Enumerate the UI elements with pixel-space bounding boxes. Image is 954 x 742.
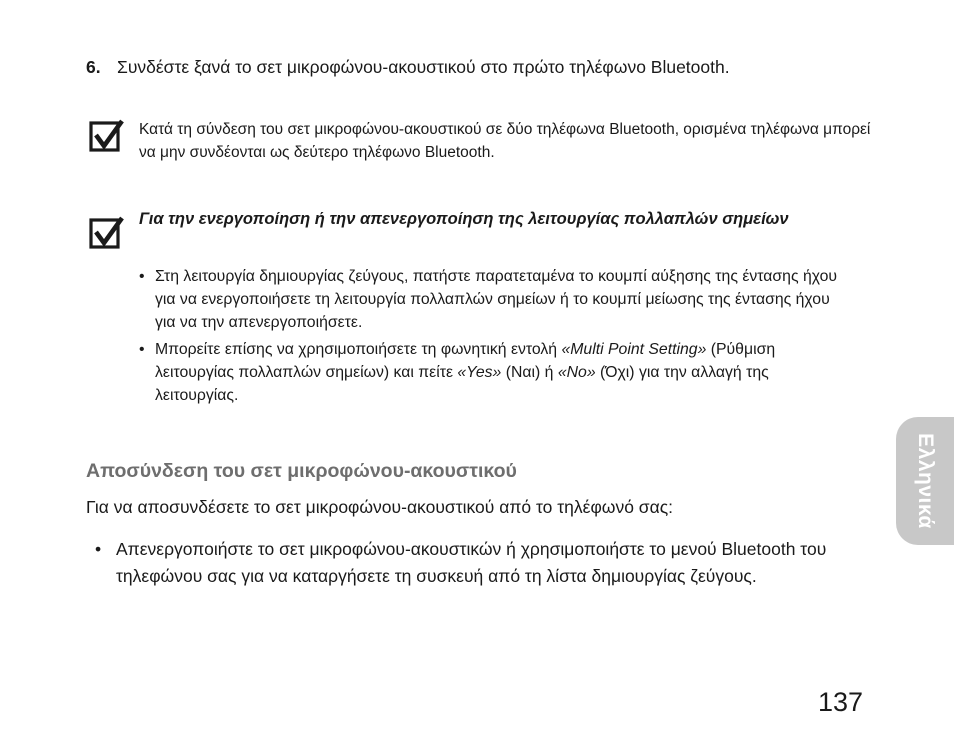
step-text: Συνδέστε ξανά το σετ μικροφώνου-ακουστικού στο πρώτο τηλέφωνο Bluetooth. bbox=[117, 57, 730, 77]
language-tab-label: Ελληνικά bbox=[914, 433, 937, 529]
step-6 bbox=[86, 55, 826, 80]
voice-command: «Yes» bbox=[457, 364, 502, 381]
text-segment: (Ρύθμιση λειτουργίας πολλαπλών σημείων) και πείτε bbox=[155, 341, 776, 381]
list-item bbox=[139, 338, 839, 407]
note-text: Κατά τη σύνδεση του σετ μικροφώνου-ακουστικού σε δύο τηλέφωνα Bluetooth, ορισμένα τηλέφωνα μπορεί να μην συνδέονται ως δεύτερο τηλέφωνο Bluetooth. bbox=[139, 121, 871, 161]
language-tab bbox=[896, 417, 954, 545]
bullet-icon: • bbox=[139, 268, 145, 285]
list-item bbox=[139, 265, 839, 334]
text-segment: (Όχι) για την αλλαγή της λειτουργίας. bbox=[155, 364, 769, 404]
bullet-icon: • bbox=[95, 539, 102, 559]
note-bullet-list bbox=[139, 265, 839, 411]
note-title: Για την ενεργοποίηση ή την απενεργοποίηση της λειτουργίας πολλαπλών σημείων bbox=[139, 210, 789, 228]
text-segment: (Ναι) ή bbox=[501, 364, 558, 381]
page-number: 137 bbox=[818, 687, 864, 717]
bullet-icon: • bbox=[139, 341, 145, 358]
voice-command: «Multi Point Setting» bbox=[561, 341, 707, 358]
section-intro: Για να αποσυνδέσετε το σετ μικροφώνου-ακουστικού από το τηλέφωνό σας: bbox=[86, 497, 674, 517]
section-bullet-list bbox=[95, 536, 835, 590]
checkbox-note-icon bbox=[89, 215, 125, 251]
list-item-text bbox=[155, 341, 775, 404]
list-item-text: Απενεργοποιήστε το σετ μικροφώνου-ακουστικών ή χρησιμοποιήστε το μενού Bluetooth του τηλεφώνου σας για να καταργήσετε τη συσκευή από τη λίστα δημιουργίας ζεύγους. bbox=[116, 539, 827, 586]
step-number: 6. bbox=[86, 57, 101, 77]
voice-command: «No» bbox=[557, 364, 596, 381]
section-heading: Αποσύνδεση του σετ μικροφώνου-ακουστικού bbox=[86, 460, 517, 482]
text-segment: Μπορείτε επίσης να χρησιμοποιήσετε τη φωνητική εντολή bbox=[155, 341, 562, 358]
list-item-text: Στη λειτουργία δημιουργίας ζεύγους, πατήστε παρατεταμένα το κουμπί αύξησης της έντασης ήχου για να ενεργοποιήσετε τη λειτουργία πολλαπλών σημείων ή το κουμπί μείωσης της έντασης ήχου για να την απενεργοποιήσετε. bbox=[155, 268, 838, 331]
checkbox-note-icon bbox=[89, 118, 125, 154]
list-item bbox=[95, 536, 835, 590]
